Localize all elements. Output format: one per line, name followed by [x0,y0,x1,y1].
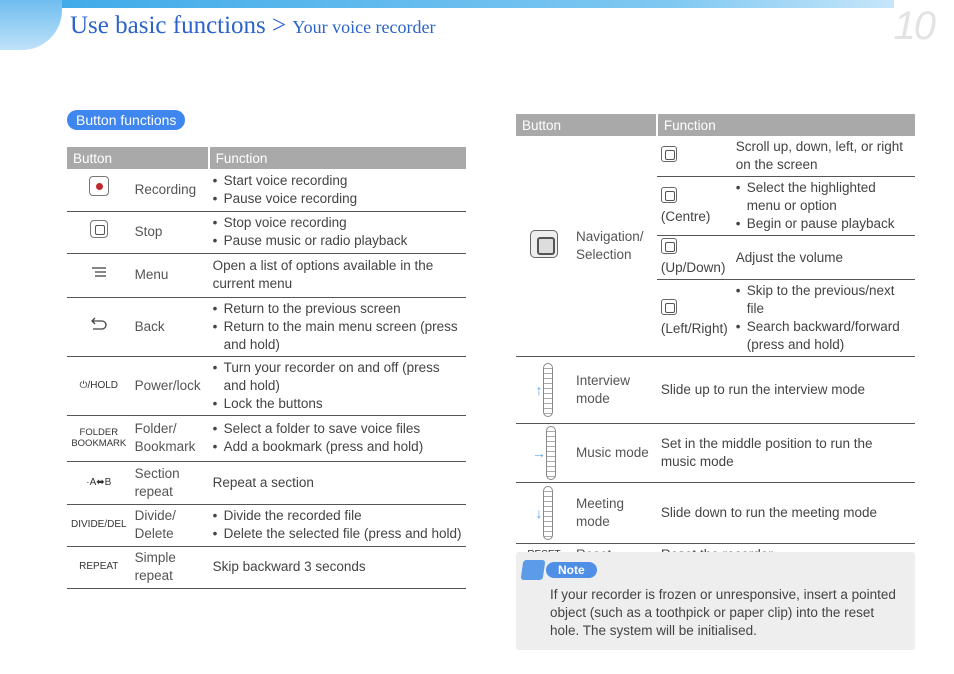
row-function: Scroll up, down, left, or right on the screen [732,136,915,177]
row-function: Slide up to run the interview mode [657,357,915,424]
back-icon [90,316,108,330]
mode-switch-icon [546,426,556,480]
list-item: • Return to the previous screen [213,300,462,318]
ab-repeat-icon: ·A⬌B [67,461,131,504]
row-label: Back [131,297,209,356]
repeat-icon: REPEAT [67,546,131,588]
header-function: Function [209,147,466,169]
title-sub: Your voice recorder [292,17,436,37]
table-row [516,424,915,483]
row-label: Menu [131,253,209,297]
row-label: Interview mode [572,357,657,424]
header-function: Function [657,114,915,136]
arrow-down-icon: ↓ [535,505,543,521]
table-row [67,415,466,461]
note-icon [521,560,546,580]
centre-icon [661,187,677,203]
list-item: • Select the highlighted menu or option [736,179,911,215]
menu-icon [91,266,107,278]
note-label: Note [546,562,597,578]
table-row [67,211,466,253]
table-row [67,297,466,356]
row-label: Navigation/ Selection [572,136,657,357]
list-item: • Delete the selected file (press and hold) [213,525,462,543]
table-row [67,356,466,415]
row-function: Repeat a section [209,461,466,504]
section-pill: Button functions [67,110,185,130]
nav-label: (Left/Right) [660,320,728,336]
list-item: • Stop voice recording [213,214,462,232]
row-function: Open a list of options available in the current menu [209,253,466,297]
note-box [516,552,915,650]
arrow-right-icon: → [532,445,546,461]
left-right-icon [661,299,677,315]
navigation-table [516,114,915,567]
list-item: • Divide the recorded file [213,507,462,525]
table-row [67,546,466,588]
arrow-up-icon: ↑ [535,382,543,398]
list-item: • Return to the main menu screen (press and hold) [213,318,462,354]
note-text: If your recorder is frozen or unresponsive, insert a pointed object (such as a toothpick or paper clip) into the reset hole. The system will be initialised. [550,587,896,638]
row-function: Adjust the volume [732,236,915,280]
navigation-small-icon [661,146,677,162]
row-label: Divide/ Delete [131,504,209,546]
list-item: • Pause voice recording [213,190,462,208]
table-row [67,504,466,546]
title-main: Use basic functions > [70,12,287,39]
header-button: Button [516,114,657,136]
table-row [516,357,915,424]
nav-label: (Up/Down) [660,260,726,275]
row-function: Skip backward 3 seconds [209,546,466,588]
table-row [67,253,466,297]
button-functions-table [67,147,466,589]
power-icon: ⏻/HOLD [67,356,131,415]
list-item: • Search backward/forward (press and hold) [736,318,911,354]
folder-icon: FOLDER BOOKMARK [67,415,131,461]
list-item: • Select a folder to save voice files [213,420,462,438]
list-item: • Add a bookmark (press and hold) [213,438,462,456]
row-label: Power/lock [131,356,209,415]
table-row [67,461,466,504]
row-label: Music mode [572,424,657,483]
header-button: Button [67,147,209,169]
page-title [70,12,436,40]
row-label: Simple repeat [131,546,209,588]
header-band [0,0,954,8]
nav-label: (Centre) [660,208,711,224]
list-item: • Skip to the previous/next file [736,282,911,318]
list-item: • Turn your recorder on and off (press and hold) [213,359,462,395]
table-row [67,169,466,211]
row-label: Stop [131,211,209,253]
up-down-icon [661,238,677,254]
mode-switch-icon [543,486,553,540]
table-row [516,483,915,544]
row-label: Folder/ Bookmark [131,415,209,461]
row-label: Section repeat [131,461,209,504]
navigation-icon [530,230,558,258]
list-item: • Pause music or radio playback [213,232,462,250]
page-number: 10 [893,4,934,48]
mode-switch-icon [543,363,553,417]
record-icon [89,176,109,196]
row-label: Meeting mode [572,483,657,544]
list-item: • Lock the buttons [213,395,462,413]
list-item: • Begin or pause playback [736,215,911,233]
divide-icon: DIVIDE/DEL [67,504,131,546]
table-row [516,136,915,177]
row-function: Set in the middle position to run the music mode [657,424,915,483]
row-label: Recording [131,169,209,211]
list-item: • Start voice recording [213,172,462,190]
stop-icon [90,220,108,238]
row-function: Slide down to run the meeting mode [657,483,915,544]
header-curve [0,0,62,50]
